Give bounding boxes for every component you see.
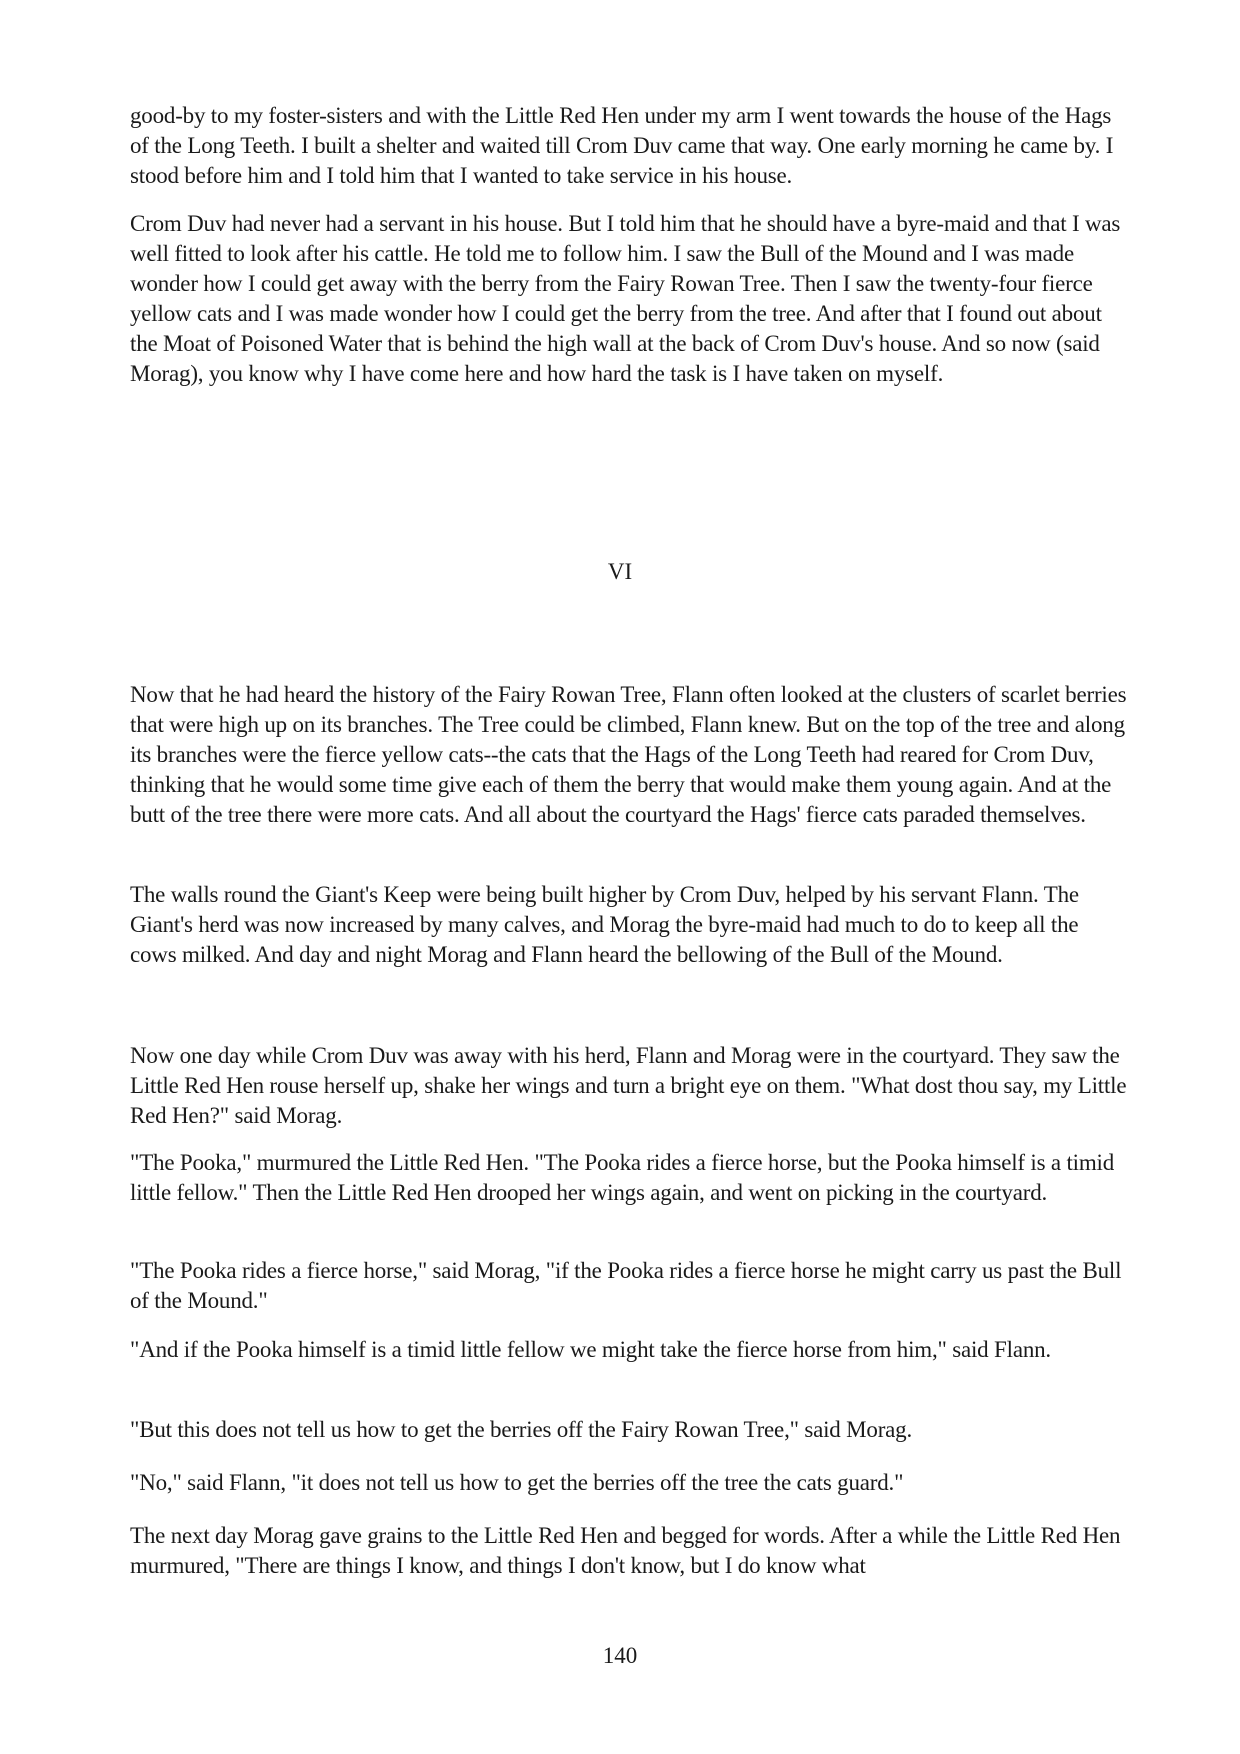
chapter-heading: VI: [607, 559, 633, 584]
paragraph-11: The next day Morag gave grains to the Little Red Hen and begged for words. After a while the Little Red Hen murmured, "There are things I know, and things I don't know, but I do know what: [130, 1523, 1121, 1578]
paragraph-1: good-by to my foster-sisters and with the Little Red Hen under my arm I went towards the house of the Hags of the Long Teeth. I built a shelter and waited till Crom Duv came that way. One early morning he came by. I stood before him and I told him that I wanted to take service in his house.: [130, 103, 1114, 188]
paragraph-3: Now that he had heard the history of the Fairy Rowan Tree, Flann often looked at the clusters of scarlet berries that were high up on its branches. The Tree could be climbed, Flann knew. But on the top of the tree and along its branches were the fierce yellow cats--the cats that the Hags of the Long Teeth had reared for Crom Duv, thinking that he would some time give each of them the berry that would make them young again. And at the butt of the tree there were more cats. And all about the courtyard the Hags' fierce cats paraded themselves.: [130, 682, 1127, 827]
paragraph-2: Crom Duv had never had a servant in his house. But I told him that he should have a byre-maid and that I was well fitted to look after his cattle. He told me to follow him. I saw the Bull of the Mound and I was made wonder how I could get away with the berry from the Fairy Rowan Tree. Then I saw the twenty-four fierce yellow cats and I was made wonder how I could get the berry from the tree. And after that I found out about the Moat of Poisoned Water that is behind the high wall at the back of Crom Duv's house. And so now (said Morag), you know why I have come here and how hard the task is I have taken on myself.: [130, 211, 1121, 386]
paragraph-10: "No," said Flann, "it does not tell us how to get the berries off the tree the cats guard.": [130, 1470, 904, 1495]
page-number: 140: [602, 1643, 638, 1668]
paragraph-4: The walls round the Giant's Keep were being built higher by Crom Duv, helped by his servant Flann. The Giant's herd was now increased by many calves, and Morag the byre-maid had much to do to keep all the cows milked. And day and night Morag and Flann heard the bellowing of the Bull of the Mound.: [130, 882, 1079, 967]
paragraph-5: Now one day while Crom Duv was away with his herd, Flann and Morag were in the courtyard. They saw the Little Red Hen rouse herself up, shake her wings and turn a bright eye on them. "What dost thou say, my Little Red Hen?" said Morag.: [130, 1043, 1127, 1128]
paragraph-9: "But this does not tell us how to get the berries off the Fairy Rowan Tree," said Morag.: [130, 1417, 913, 1442]
paragraph-8: "And if the Pooka himself is a timid little fellow we might take the fierce horse from him," said Flann.: [130, 1337, 1051, 1362]
paragraph-6: "The Pooka," murmured the Little Red Hen. "The Pooka rides a fierce horse, but the Pooka himself is a timid little fellow." Then the Little Red Hen drooped her wings again, and went on picking in the courtyard.: [130, 1150, 1115, 1205]
paragraph-7: "The Pooka rides a fierce horse," said Morag, "if the Pooka rides a fierce horse he might carry us past the Bull of the Mound.": [130, 1258, 1122, 1313]
